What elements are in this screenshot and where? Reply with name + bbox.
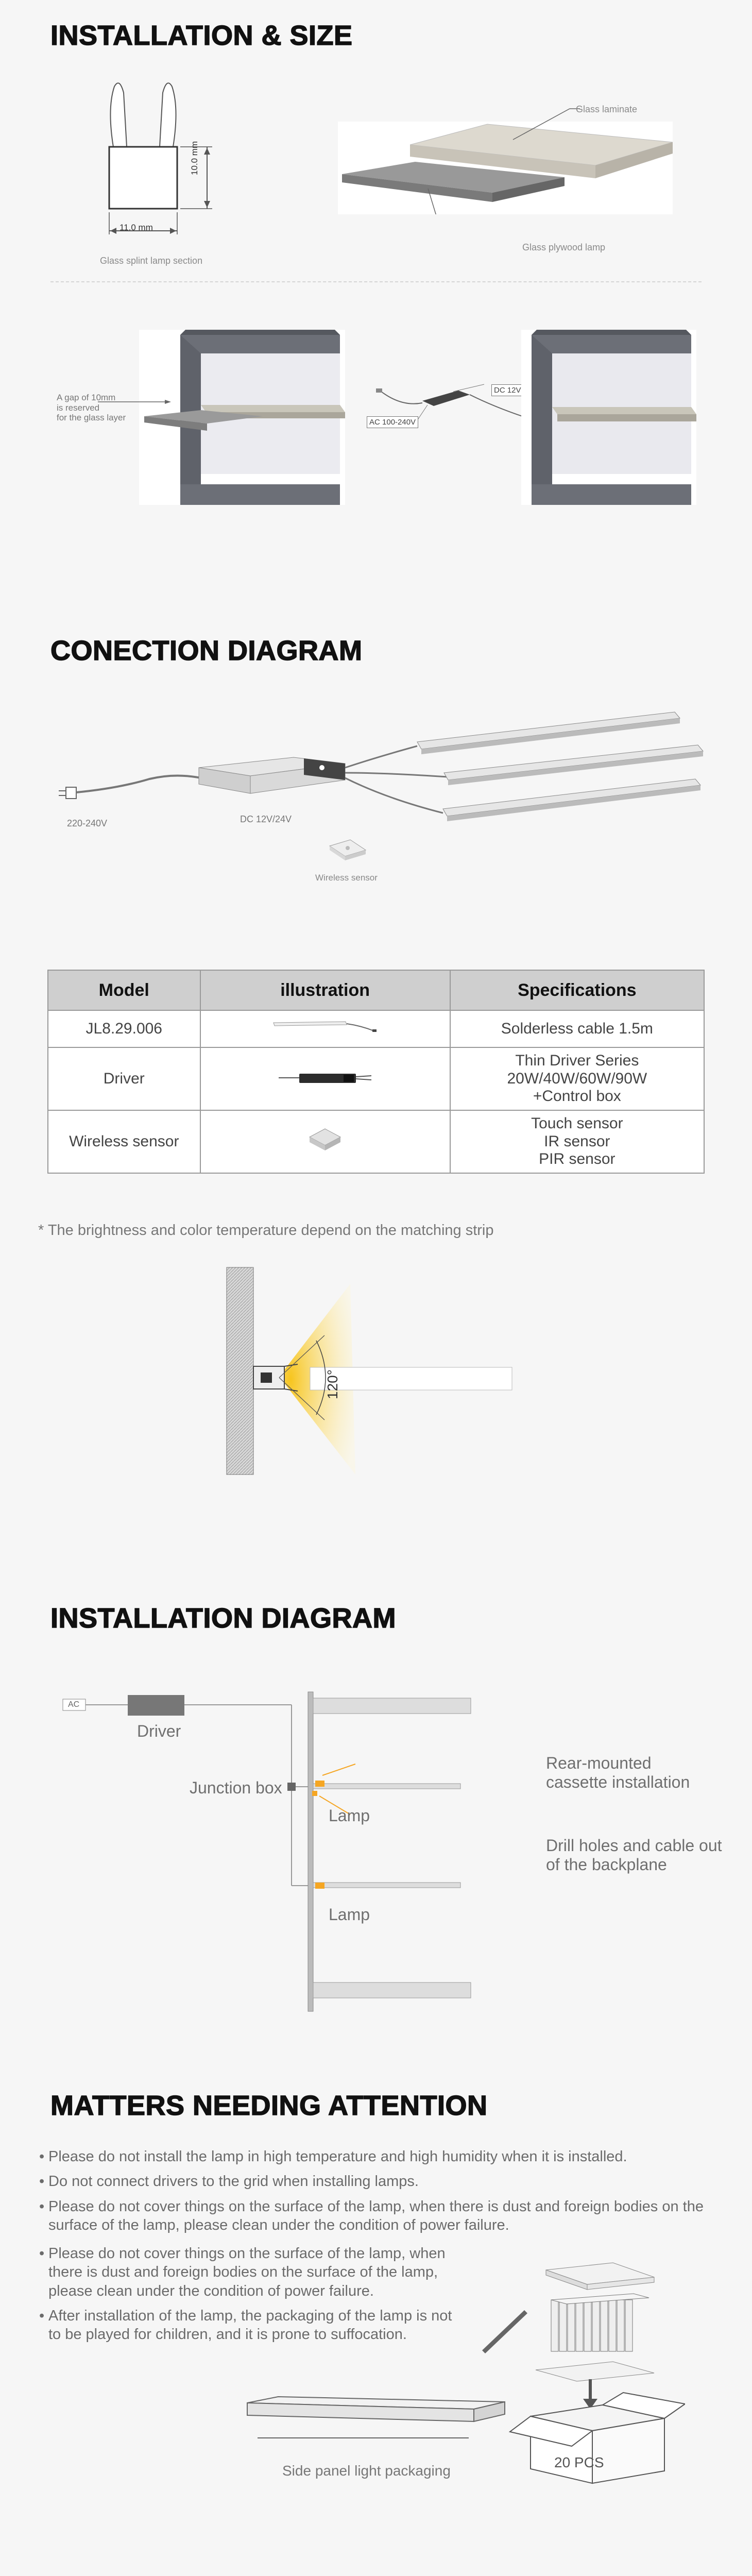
dc-label: DC 12V	[491, 384, 524, 396]
brightness-note: * The brightness and color temperature depend on the matching strip	[38, 1222, 494, 1239]
row-illustration	[200, 1010, 450, 1047]
header-specifications: Specifications	[450, 970, 704, 1010]
row-spec: Thin Driver Series 20W/40W/60W/90W +Control box	[450, 1047, 704, 1110]
ac-tag: AC	[68, 1700, 80, 1709]
beam-angle-drawing	[221, 1263, 520, 1480]
beam-angle-label: 120°	[324, 1369, 340, 1399]
rear-mounted-label: Rear-mounted cassette installation	[546, 1754, 690, 1791]
spec-table-header	[48, 970, 704, 1010]
connection-drawing	[57, 701, 706, 866]
junction-box-label: Junction box	[190, 1778, 282, 1797]
gap-note: A gap of 10mm is reserved for the glass layer	[57, 393, 126, 423]
header-model: Model	[48, 970, 200, 1010]
lamp-label-2: Lamp	[329, 1905, 370, 1924]
packaging-drawing	[242, 2246, 685, 2555]
wireless-sensor-label: Wireless sensor	[315, 873, 378, 883]
dim-height-label: 10.0 mm	[190, 141, 199, 175]
lamp-label-1: Lamp	[329, 1806, 370, 1825]
sensor-icon	[304, 1122, 346, 1158]
row-spec: Touch sensor IR sensor PIR sensor	[450, 1110, 704, 1173]
row-model: Wireless sensor	[48, 1110, 200, 1173]
glass-plywood-lamp-label: Glass plywood lamp	[522, 242, 606, 252]
glass-laminate-label: Glass laminate	[576, 104, 638, 114]
row-model: JL8.29.006	[48, 1010, 200, 1047]
lamp-section-drawing	[93, 77, 227, 273]
row-illustration	[200, 1110, 450, 1173]
voltage-out-label: DC 12V/24V	[240, 814, 292, 824]
list-item: • Please do not cover things on the surface of the lamp, when there is dust and foreign bodies on the surface of the lamp, please clean under the condition of power failure.	[39, 2197, 714, 2235]
list-item: • Do not connect drivers to the grid when installing lamps.	[39, 2172, 714, 2191]
driver-icon	[268, 1066, 382, 1087]
list-item: • After installation of the lamp, the packaging of the lamp is not to be played for children, and it is prone to suffocation.	[39, 2307, 455, 2344]
table-row	[48, 1047, 704, 1110]
connection-title: CONECTION DIAGRAM	[50, 637, 362, 665]
driver-label: Driver	[137, 1722, 181, 1740]
row-spec: Solderless cable 1.5m	[450, 1010, 704, 1047]
list-item: • Please do not install the lamp in high temperature and high humidity when it is installed.	[39, 2147, 714, 2166]
attention-title: MATTERS NEEDING ATTENTION	[50, 2092, 487, 2120]
list-item: • Please do not cover things on the surface of the lamp, when there is dust and foreign bodies on the surface of the lamp, please clean under the condition of power failure.	[39, 2244, 455, 2300]
table-row	[48, 1010, 704, 1047]
table-row	[48, 1110, 704, 1173]
dim-width-label: 11.0 mm	[119, 223, 153, 232]
spec-table	[47, 970, 705, 1174]
installation-title: INSTALLATION & SIZE	[50, 22, 352, 49]
voltage-in-label: 220-240V	[67, 818, 108, 828]
install-diagram-title: INSTALLATION DIAGRAM	[50, 1604, 396, 1632]
drill-holes-label: Drill holes and cable out of the backplane	[546, 1836, 722, 1874]
light-strip-icon	[268, 1016, 382, 1037]
box-label: 20 PCS	[554, 2454, 604, 2470]
attention-list	[39, 2147, 714, 2241]
row-model: Driver	[48, 1047, 200, 1110]
ac-label: AC 100-240V	[367, 416, 418, 428]
header-illustration: illustration	[200, 970, 450, 1010]
cabinet-installed-drawing	[521, 330, 696, 515]
packaging-caption: Side panel light packaging	[282, 2463, 451, 2479]
dashed-divider	[50, 281, 702, 282]
row-illustration	[200, 1047, 450, 1110]
section-caption: Glass splint lamp section	[100, 256, 203, 266]
